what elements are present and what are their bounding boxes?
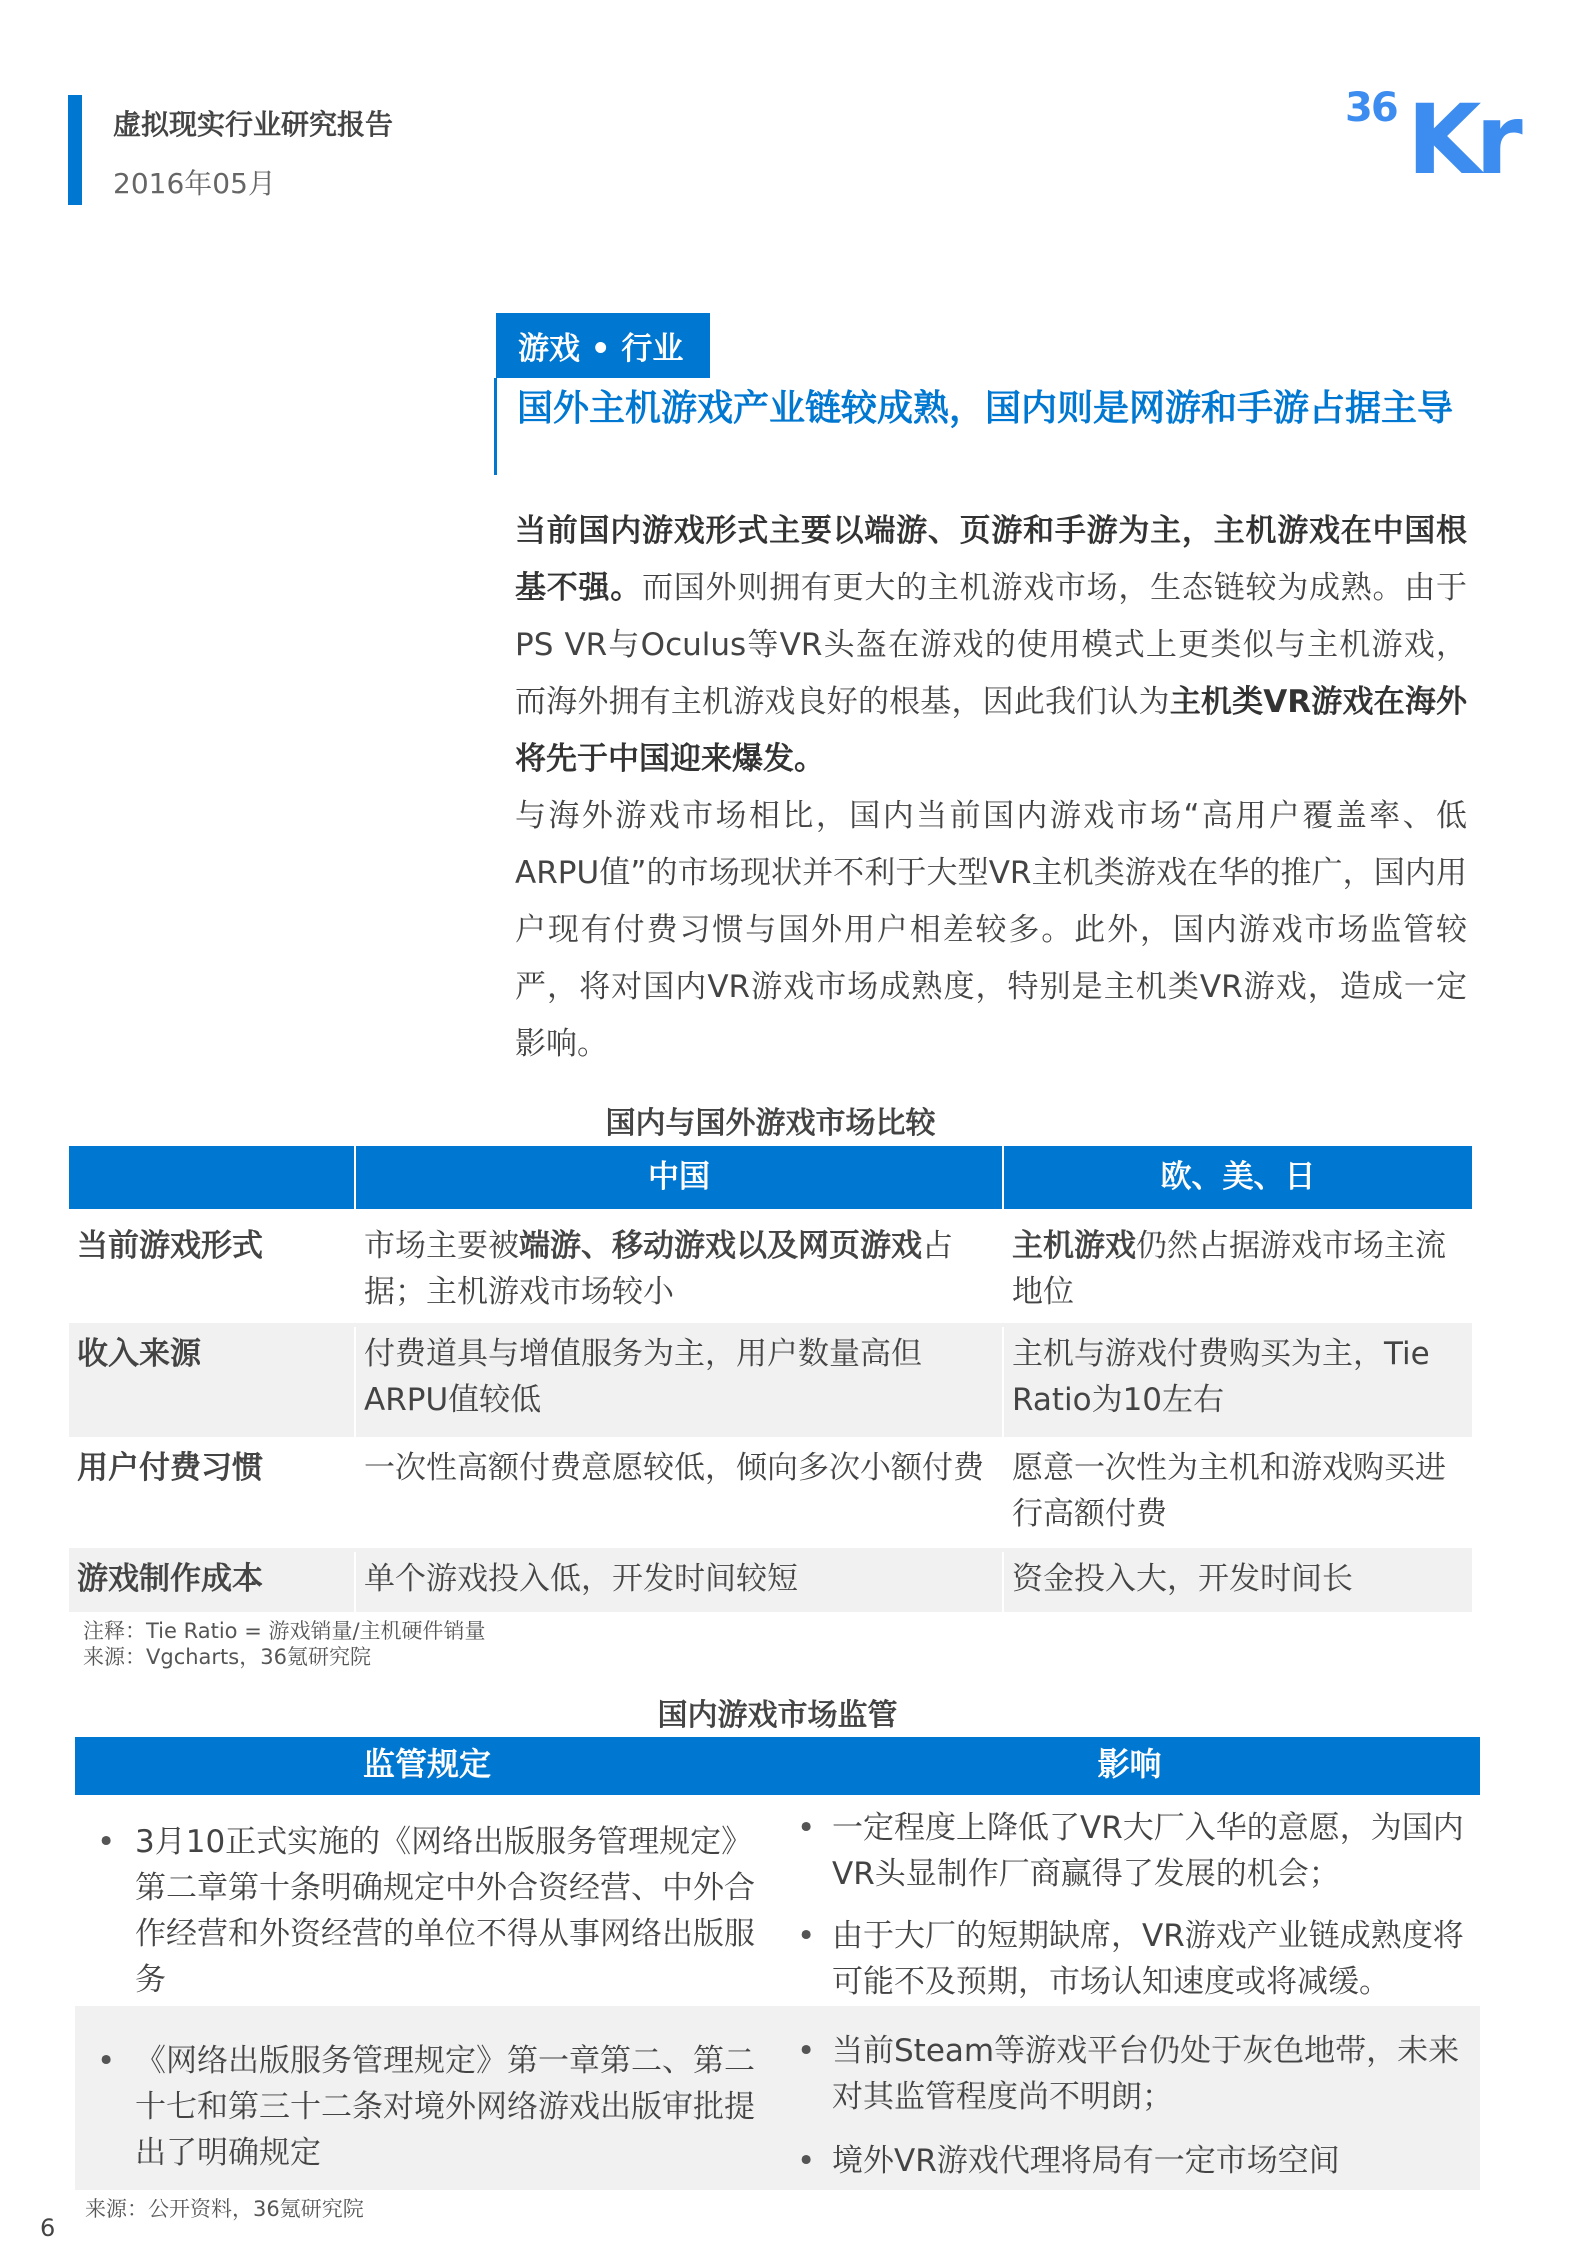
section-heading: 国外主机游戏产业链较成熟，国内则是网游和手游占据主导 (517, 388, 1454, 429)
heading-accent-line (494, 378, 497, 475)
table-header-row (69, 1146, 1472, 1209)
text-run: 主机类VR游戏在海外将先于中国迎来爆发。 (515, 684, 1467, 777)
china-cell: 付费道具与增值服务为主，用户数量高但ARPU值较低 (356, 1327, 1004, 1437)
table-row (69, 1548, 1472, 1612)
table-row (69, 1437, 1472, 1548)
impact-cell (779, 2024, 1480, 2190)
rule-cell (75, 2034, 779, 2190)
table2-title: 国内游戏市场监管 (657, 1698, 898, 1733)
impact-cell (779, 1801, 1480, 2006)
text-run: 主机游戏 (1012, 1228, 1136, 1264)
table-row (69, 1209, 1472, 1323)
table-row (75, 2006, 1480, 2190)
note: 注释：Tie Ratio = 游戏销量/主机硬件销量 (83, 1619, 486, 1643)
header-accent-bar (68, 95, 82, 205)
text-run: 市场主要被 (364, 1228, 519, 1264)
text-run: 端游、移动游戏以及网页游戏 (519, 1228, 922, 1264)
body-text (515, 503, 1467, 1073)
bullet-item: • 3月10正式实施的《网络出版服务管理规定》第二章第十条明确规定中外合资经营、中外合作经营和外资经营的单位不得从事网络出版服务 (83, 1819, 771, 2003)
china-cell: 单个游戏投入低，开发时间较短 (356, 1552, 1004, 1612)
row-label: 收入来源 (69, 1327, 356, 1437)
regulation-table (75, 1737, 1480, 2190)
page-number: 6 (40, 2214, 56, 2242)
west-cell (1004, 1219, 1472, 1323)
report-title: 虚拟现实行业研究报告 (113, 108, 394, 141)
header-cell-china: 中国 (356, 1146, 1004, 1209)
table-row (75, 1795, 1480, 2006)
text-run: 仍然占据游戏市场主流地位 (1012, 1228, 1446, 1310)
bullet-item: • 一定程度上降低了VR大厂入华的意愿，为国内VR头显制作厂商赢得了发展的机会； (787, 1805, 1472, 1897)
text-run: 而国外则拥有更大的主机游戏市场，生态链较为成熟。由于PS VR与Oculus等VR头盔在游戏的使用模式上更类似与主机游戏，而海外拥有主机游戏良好的根基，因此我们认为 (515, 570, 1468, 720)
rule-cell (75, 1815, 779, 2006)
text-run: 占据；主机游戏市场较小 (364, 1228, 953, 1310)
header-cell-rules: 监管规定 (362, 1745, 491, 1783)
table1-notes (83, 1618, 486, 1670)
header-cell-impact: 影响 (1097, 1745, 1162, 1783)
text-run: 当前国内游戏形式主要以端游、页游和手游为主，主机游戏在中国根基不强。 (515, 513, 1467, 606)
china-cell (356, 1219, 1004, 1323)
source: 来源：Vgcharts，36氪研究院 (83, 1645, 371, 1669)
bullet-item: • 当前Steam等游戏平台仍处于灰色地带，未来对其监管程度尚不明朗； (787, 2028, 1472, 2120)
table2-source: 来源：公开资料，36氪研究院 (85, 2197, 364, 2221)
table-header-row (75, 1737, 1480, 1795)
section-tag: 游戏 • 行业 (496, 313, 710, 378)
report-date: 2016年05月 (113, 167, 276, 200)
header-cell-west: 欧、美、日 (1160, 1159, 1316, 1195)
row-label: 游戏制作成本 (69, 1552, 356, 1612)
bullet-item: • 由于大厂的短期缺席，VR游戏产业链成熟度将可能不及预期，市场认知速度或将减缓。 (787, 1913, 1472, 2005)
36kr-logo (1345, 84, 1545, 196)
west-cell: 主机与游戏付费购买为主，Tie Ratio为10左右 (1012, 1336, 1430, 1418)
logo-letters: Kr (1407, 84, 1517, 196)
logo-number: 36 (1345, 85, 1397, 131)
paragraph-1 (515, 503, 1467, 788)
paragraph-2: 与海外游戏市场相比，国内当前国内游戏市场“高用户覆盖率、低ARPU值”的市场现状并不利于大型VR主机类游戏在华的推广，国内用户现有付费习惯与国外用户相差较多。此外，国内游戏市场监管较严，将对国内VR游戏市场成熟度，特别是主机类VR游戏，造成一定影响。 (515, 798, 1467, 1062)
header-cell (69, 1146, 356, 1209)
china-cell: 一次性高额付费意愿较低，倾向多次小额付费 (356, 1441, 1004, 1548)
market-comparison-table (69, 1146, 1472, 1612)
table-row (69, 1323, 1472, 1437)
row-label: 当前游戏形式 (69, 1219, 356, 1323)
bullet-item: • 《网络出版服务管理规定》第一章第二、第二十七和第三十二条对境外网络游戏出版审批提出了明确规定 (83, 2038, 771, 2176)
row-label: 用户付费习惯 (69, 1441, 356, 1548)
west-cell: 愿意一次性为主机和游戏购买进行高额付费 (1012, 1450, 1446, 1532)
bullet-item: • 境外VR游戏代理将局有一定市场空间 (787, 2138, 1472, 2184)
west-cell: 资金投入大，开发时间长 (1012, 1561, 1353, 1597)
table1-title: 国内与国外游戏市场比较 (605, 1106, 936, 1141)
